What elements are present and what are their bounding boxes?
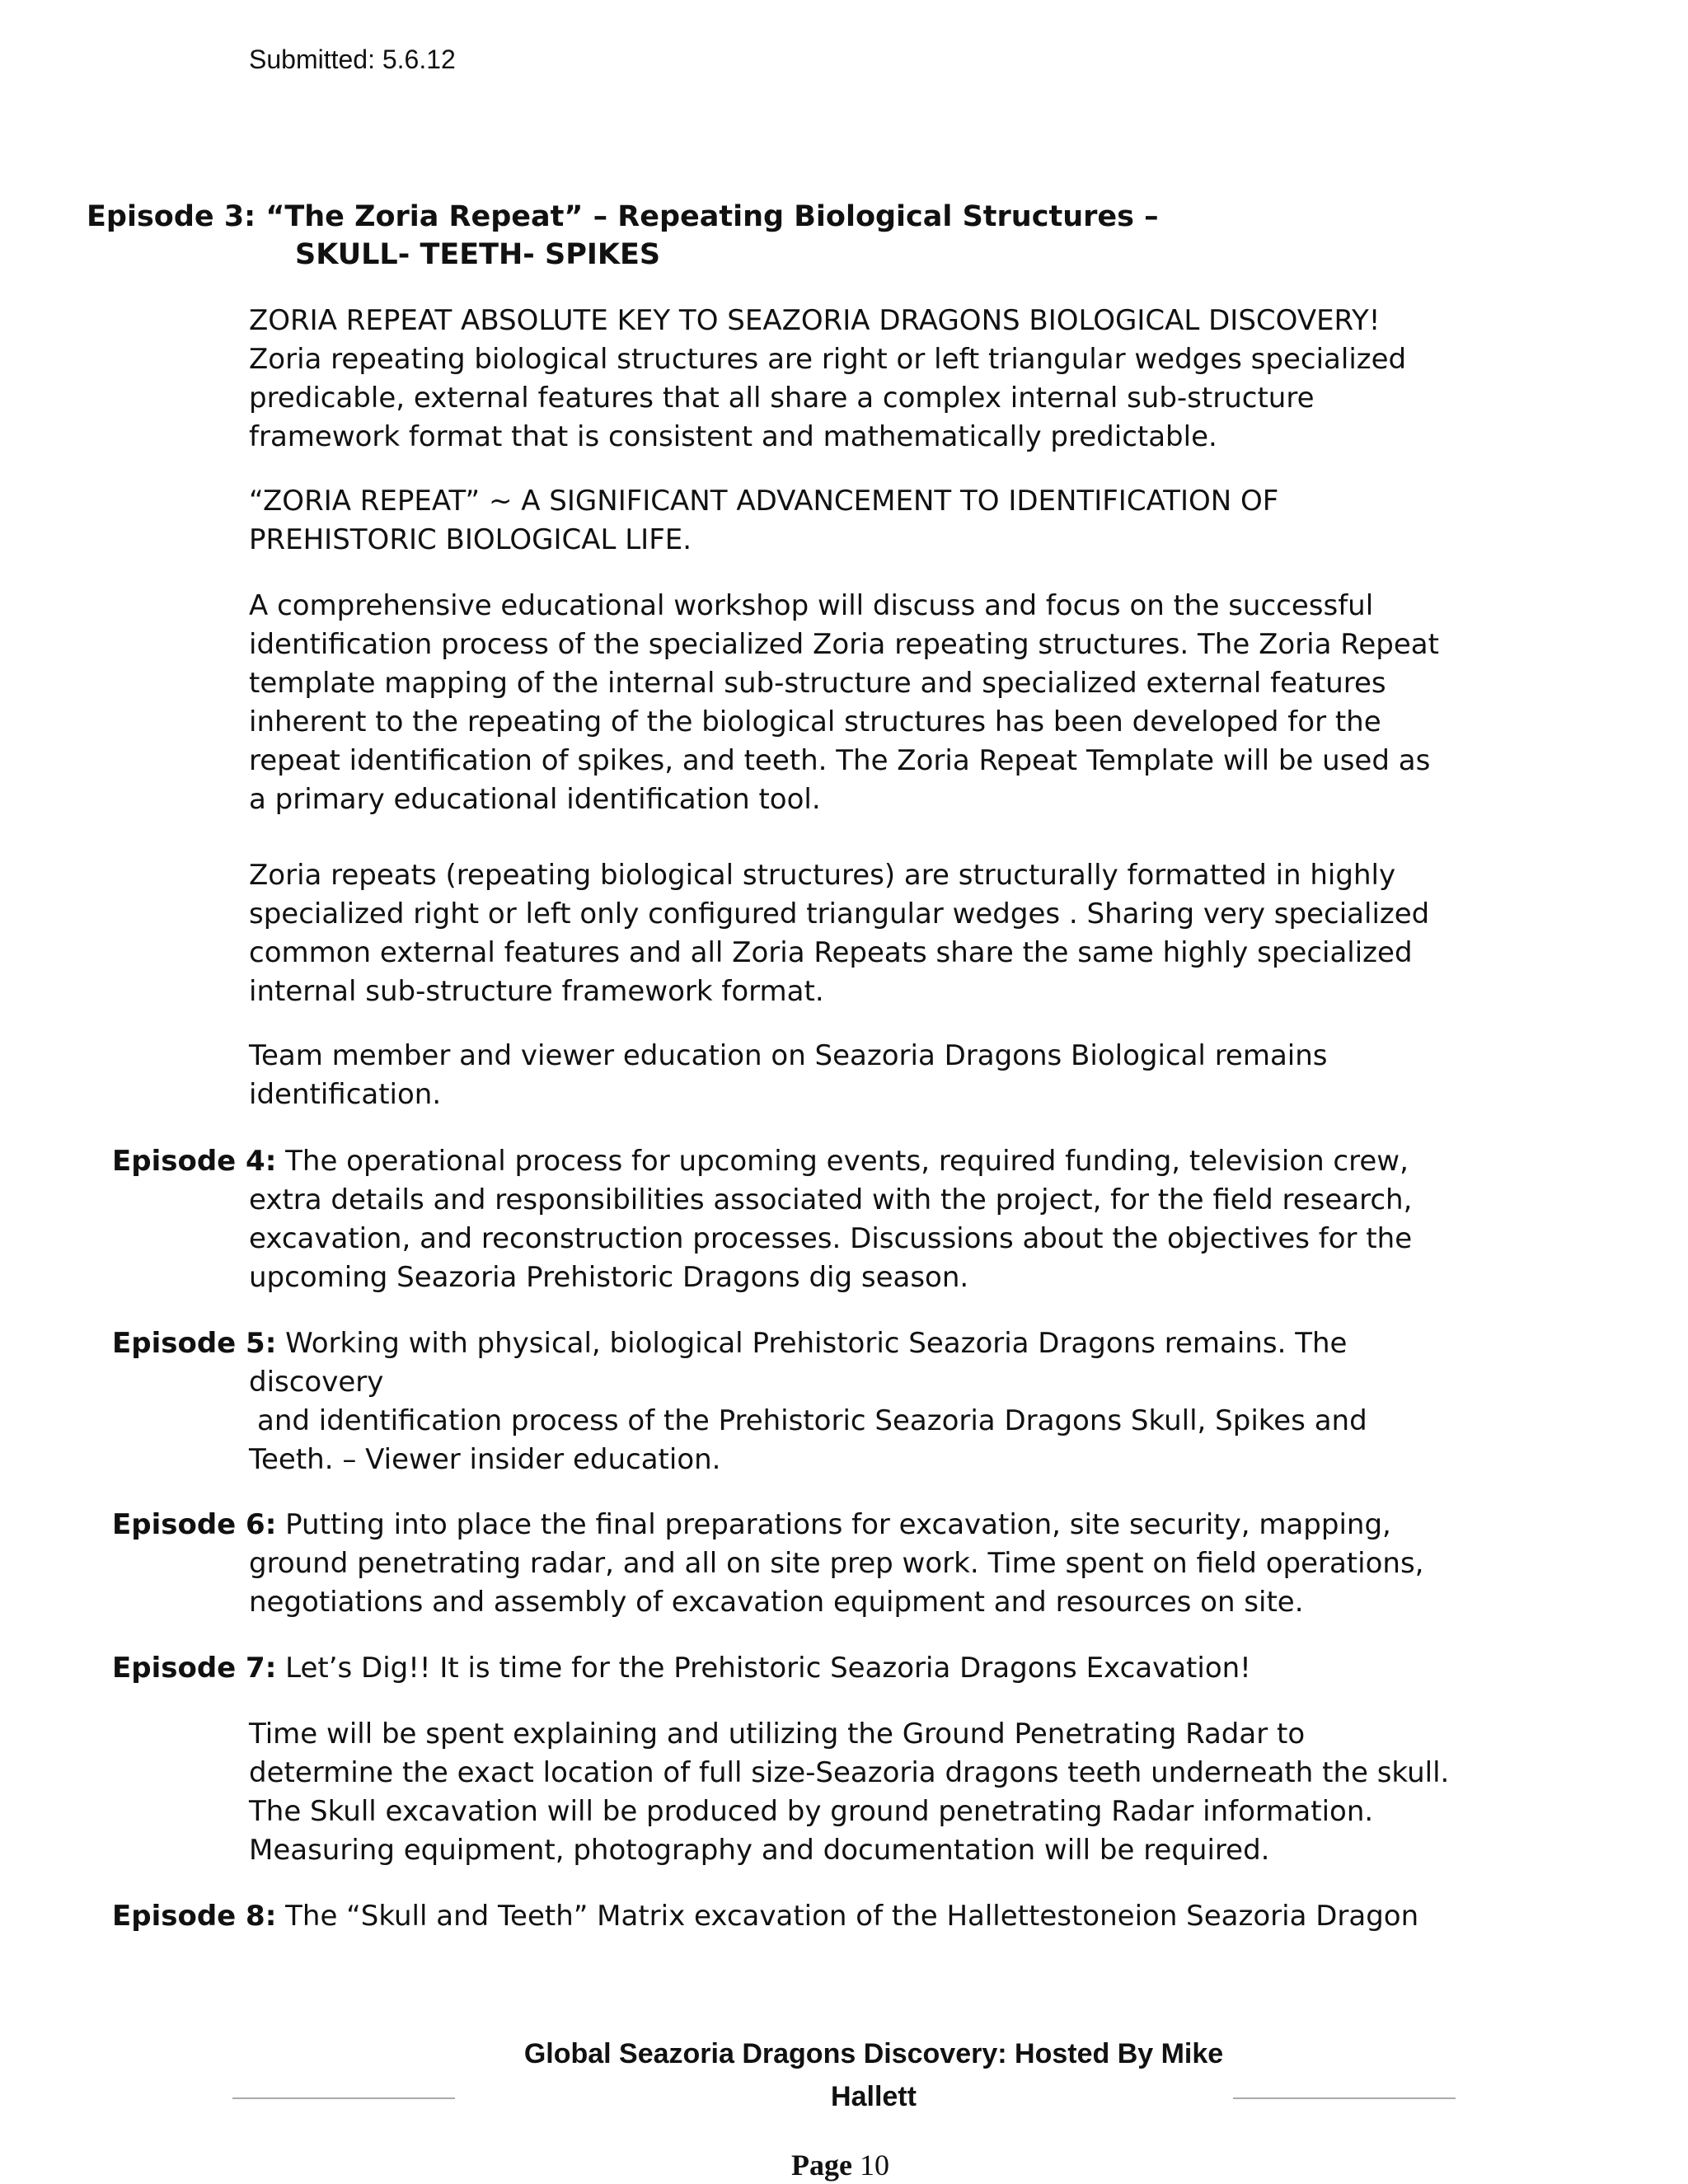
episode-3-paragraph-3 — [249, 587, 1469, 819]
text-line: excavation, and reconstruction processes. Discussions about the objectives for the — [249, 1222, 1413, 1255]
episode-3-paragraph-5 — [249, 1037, 1469, 1114]
text-line: Zoria repeats (repeating biological structures) are structurally formatted in highly — [249, 859, 1396, 892]
footer-title-line: Hallett — [831, 2081, 917, 2112]
episode-4 — [112, 1142, 1472, 1297]
text-line: ZORIA REPEAT ABSOLUTE KEY TO SEAZORIA DRAGONS BIOLOGICAL DISCOVERY! — [249, 304, 1381, 337]
text-line: Teeth. – Viewer insider education. — [249, 1443, 721, 1476]
text-line: common external features and all Zoria Repeats share the same highly specialized — [249, 936, 1413, 969]
episode-3-heading — [87, 198, 1570, 274]
text-line: extra details and responsibilities associated with the project, for the field research, — [249, 1183, 1413, 1216]
text-line: upcoming Seazoria Prehistoric Dragons dig season. — [249, 1261, 969, 1294]
page-label: Page — [791, 2149, 852, 2182]
text-line: predicable, external features that all share a complex internal sub-structure — [249, 382, 1315, 415]
text-line: inherent to the repeating of the biological structures has been developed for the — [249, 705, 1381, 738]
episode-5 — [112, 1324, 1472, 1479]
text-line: The Skull excavation will be produced by ground penetrating Radar information. — [249, 1795, 1374, 1828]
submitted-date: Submitted: 5.6.12 — [249, 45, 456, 74]
text-line: negotiations and assembly of excavation equipment and resources on site. — [249, 1586, 1304, 1619]
text-line: Zoria repeating biological structures are right or left triangular wedges specialized — [249, 343, 1407, 376]
episode-label: Episode 8: — [112, 1900, 277, 1933]
text-line: PREHISTORIC BIOLOGICAL LIFE. — [249, 523, 692, 556]
text-line: identification. — [249, 1078, 442, 1111]
text-line: repeat identification of spikes, and teeth. The Zoria Repeat Template will be used as — [249, 744, 1431, 777]
episode-8 — [112, 1897, 1472, 1936]
page-number-value: 10 — [859, 2149, 889, 2182]
text-line: Putting into place the final preparations for excavation, site security, mapping, — [285, 1508, 1391, 1541]
episode-3-subtitle: SKULL- TEETH- SPIKES — [295, 238, 661, 271]
episode-3-paragraph-2 — [249, 482, 1469, 560]
text-line: ground penetrating radar, and all on site prep work. Time spent on field operations, — [249, 1547, 1424, 1580]
text-line: “ZORIA REPEAT” ~ A SIGNIFICANT ADVANCEMENT TO IDENTIFICATION OF — [249, 485, 1279, 518]
text-line: Team member and viewer education on Seazoria Dragons Biological remains — [249, 1039, 1328, 1072]
episode-7 — [112, 1649, 1472, 1688]
text-line: determine the exact location of full size-Seazoria dragons teeth underneath the skull. — [249, 1756, 1450, 1789]
episode-label: Episode 7: — [112, 1652, 277, 1685]
text-line: internal sub-structure framework format. — [249, 975, 824, 1008]
text-line: A comprehensive educational workshop will discuss and focus on the successful — [249, 589, 1374, 622]
text-line: Time will be spent explaining and utilizing the Ground Penetrating Radar to — [249, 1718, 1306, 1750]
episode-label: Episode 6: — [112, 1508, 277, 1541]
text-line: Measuring equipment, photography and documentation will be required. — [249, 1834, 1270, 1867]
footer-rule-right — [1233, 2097, 1456, 2099]
text-line: and identification process of the Prehistoric Seazoria Dragons Skull, Spikes and — [257, 1404, 1367, 1437]
text-line: specialized right or left only configured triangular wedges . Sharing very specialized — [249, 898, 1430, 930]
text-line: discovery — [249, 1366, 384, 1399]
text-line: The “Skull and Teeth” Matrix excavation of the Hallettestoneion Seazoria Dragon — [285, 1900, 1419, 1933]
episode-3-paragraph-1 — [249, 302, 1469, 457]
text-line: a primary educational identification tool. — [249, 783, 821, 816]
text-line: Working with physical, biological Prehistoric Seazoria Dragons remains. The — [285, 1327, 1348, 1360]
text-line: Let’s Dig!! It is time for the Prehistoric Seazoria Dragons Excavation! — [285, 1652, 1251, 1685]
footer-title — [462, 2032, 1286, 2118]
page-number — [791, 2146, 889, 2184]
text-line: framework format that is consistent and mathematically predictable. — [249, 420, 1217, 453]
episode-3-title: Episode 3: “The Zoria Repeat” – Repeating Biological Structures – — [87, 200, 1159, 233]
text-line: identification process of the specialized Zoria repeating structures. The Zoria Repeat — [249, 628, 1439, 661]
episode-3-paragraph-4 — [249, 856, 1469, 1011]
footer-title-line: Global Seazoria Dragons Discovery: Hosted By Mike — [523, 2038, 1224, 2069]
episode-label: Episode 4: — [112, 1145, 277, 1178]
episode-6 — [112, 1506, 1472, 1622]
text-line: template mapping of the internal sub-structure and specialized external features — [249, 667, 1386, 700]
episode-7-paragraph — [249, 1715, 1469, 1870]
footer-rule-left — [232, 2097, 455, 2099]
episode-label: Episode 5: — [112, 1327, 277, 1360]
text-line: The operational process for upcoming events, required funding, television crew, — [285, 1145, 1409, 1178]
